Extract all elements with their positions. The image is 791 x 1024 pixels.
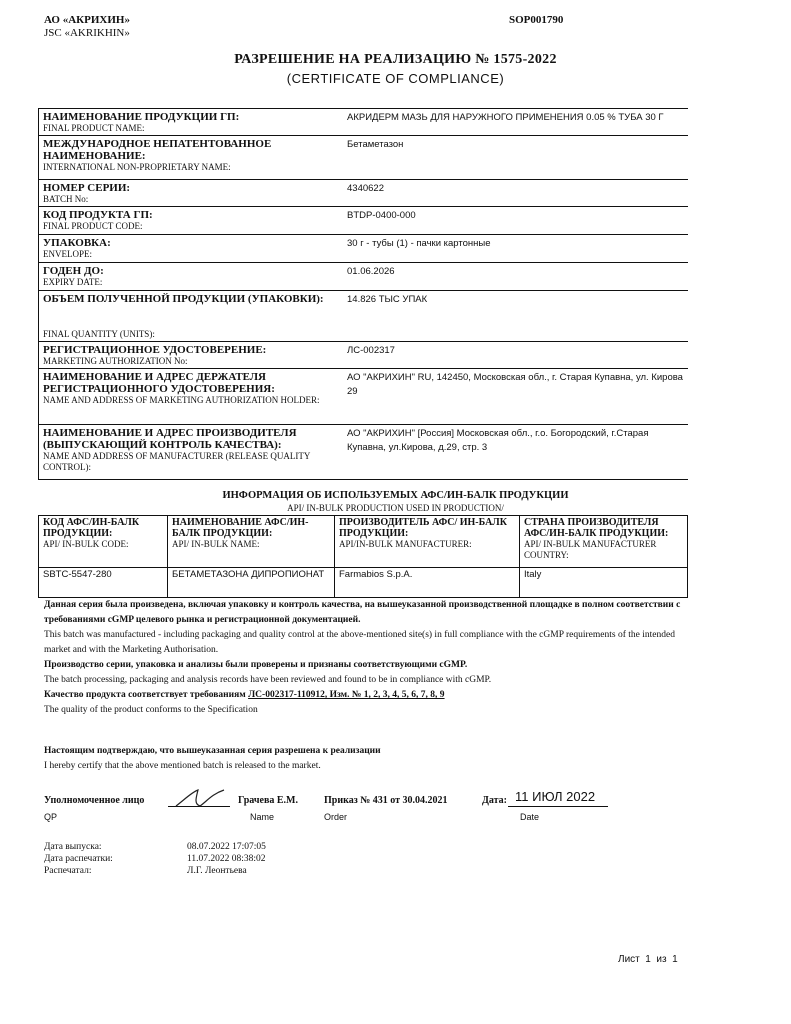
field-row-product-name	[38, 109, 688, 136]
field-label-ru: НОМЕР СЕРИИ:	[43, 182, 131, 194]
field-row-envelope	[38, 235, 688, 263]
api-manufacturer: Farmabios S.p.A.	[335, 568, 520, 598]
field-row-expiry	[38, 263, 688, 291]
api-col-header-ru: СТРАНА ПРОИЗВОДИТЕЛЯ АФС/ИН-БАЛК ПРОДУКЦИИ:	[524, 517, 669, 539]
qp-name: Грачева Е.М.	[238, 795, 298, 806]
field-label-ru: УПАКОВКА:	[43, 237, 111, 249]
statement-en: The batch processing, packaging and analysis records have been reviewed and found to be in compliance with cGMP.	[44, 675, 492, 685]
meta-label: Дата распечатки:	[44, 854, 113, 864]
api-col-header-en: API/ IN-BULK MANUFACTURER COUNTRY:	[524, 539, 657, 560]
name-label-en: Name	[250, 812, 275, 822]
api-section-subtitle: API/ IN-BULK PRODUCTION USED IN PRODUCTION/	[287, 503, 504, 513]
field-label-ru: НАИМЕНОВАНИЕ И АДРЕС ДЕРЖАТЕЛЯ РЕГИСТРАЦИОННОГО УДОСТОВЕРЕНИЯ:	[43, 371, 275, 395]
api-col-header-en: API/ IN-BULK CODE:	[43, 539, 129, 549]
field-row-marketing-authorization	[38, 342, 688, 369]
field-value: АКРИДЕРМ МАЗЬ ДЛЯ НАРУЖНОГО ПРИМЕНЕНИЯ 0.05 % ТУБА 30 Г	[347, 112, 664, 123]
field-value: 01.06.2026	[347, 266, 395, 277]
statement-en: The quality of the product conforms to the Specification	[44, 705, 258, 715]
field-value: АО "АКРИХИН" [Россия] Московская обл., г.о. Богородский, г.Старая Купавна, ул.Кирова, д.29, стр. 3	[347, 428, 649, 453]
field-value: 30 г - тубы (1) - пачки картонные	[347, 238, 491, 249]
release-en: I hereby certify that the above mentioned batch is released to the market.	[44, 761, 321, 771]
meta-label: Дата выпуска:	[44, 842, 102, 852]
date-label: Дата:	[482, 795, 507, 806]
field-label-en: ENVELOPE:	[43, 249, 92, 259]
company-header	[44, 14, 130, 40]
api-table-row	[39, 568, 688, 598]
meta-value: 08.07.2022 17:07:05	[187, 842, 266, 852]
field-label-en: FINAL PRODUCT NAME:	[43, 123, 145, 133]
api-col-header-en: API/IN-BULK MANUFACTURER:	[339, 539, 472, 549]
field-row-quantity	[38, 291, 688, 342]
field-row-batch	[38, 180, 688, 207]
compliance-statements	[44, 598, 694, 718]
company-name-ru: АО «АКРИХИН»	[44, 14, 130, 26]
order-label-en: Order	[324, 812, 348, 822]
date-line	[508, 806, 608, 807]
api-country: Italy	[520, 568, 688, 598]
statement-ru: Производство серии, упаковка и анализы были проверены и признаны соответствующими cGMP.	[44, 660, 468, 670]
api-section-title: ИНФОРМАЦИЯ ОБ ИСПОЛЬЗУЕМЫХ АФС/ИН-БАЛК ПРОДУКЦИИ	[222, 490, 569, 501]
api-table	[38, 515, 688, 598]
spec-prefix: Качество продукта соответствует требованиям	[44, 690, 249, 700]
statement-en: This batch was manufactured - including packaging and quality control at the above-mentioned site(s) in full compliance with the cGMP requirements of the intended market and with the Marketing Authorisation.	[44, 630, 675, 655]
document-subtitle: (CERTIFICATE OF COMPLIANCE)	[286, 71, 505, 86]
field-label-ru: РЕГИСТРАЦИОННОЕ УДОСТОВЕРЕНИЕ:	[43, 344, 267, 356]
field-label-en: BATCH No:	[43, 194, 89, 204]
meta-label: Распечатал:	[44, 866, 92, 876]
field-value: АО "АКРИХИН" RU, 142450, Московская обл., г. Старая Купавна, ул. Кирова 29	[347, 372, 683, 397]
field-label-ru: ГОДЕН ДО:	[43, 265, 104, 277]
field-label-ru: НАИМЕНОВАНИЕ ПРОДУКЦИИ ГП:	[43, 111, 240, 123]
field-value: Бетаметазон	[347, 139, 404, 150]
field-label-en: MARKETING AUTHORIZATION No:	[43, 356, 188, 366]
field-row-holder	[38, 369, 688, 425]
signature-image	[172, 786, 228, 812]
qp-label: Уполномоченное лицо	[44, 795, 145, 806]
date-stamp: 11 ИЮЛ 2022	[515, 789, 596, 804]
api-col-header-ru: ПРОИЗВОДИТЕЛЬ АФС/ ИН-БАЛК ПРОДУКЦИИ:	[339, 517, 508, 539]
field-label-en: NAME AND ADDRESS OF MANUFACTURER (RELEASE QUALITY CONTROL):	[43, 451, 311, 472]
api-col-header-en: API/ IN-BULK NAME:	[172, 539, 260, 549]
field-row-inn	[38, 136, 688, 180]
field-label-ru: НАИМЕНОВАНИЕ И АДРЕС ПРОИЗВОДИТЕЛЯ (ВЫПУСКАЮЩИЙ КОНТРОЛЬ КАЧЕСТВА):	[43, 427, 297, 451]
release-statement	[44, 744, 694, 774]
statement-ru: Данная серия была произведена, включая упаковку и контроль качества, на вышеуказанной производственной площадке в полном соответствии с требованиями cGMP целевого рынка и регистрационной документацией.	[44, 600, 681, 625]
field-label-ru: МЕЖДУНАРОДНОЕ НЕПАТЕНТОВАННОЕ НАИМЕНОВАНИЕ:	[43, 138, 272, 162]
field-label-en: FINAL PRODUCT CODE:	[43, 221, 143, 231]
meta-row	[44, 841, 266, 853]
qp-label-en: QP	[44, 812, 58, 822]
release-ru: Настоящим подтверждаю, что вышеуказанная серия разрешена к реализации	[44, 746, 381, 756]
api-col-header-ru: КОД АФС/ИН-БАЛК ПРОДУКЦИИ:	[43, 517, 140, 539]
document-title: РАЗРЕШЕНИЕ НА РЕАЛИЗАЦИЮ № 1575-2022	[234, 52, 557, 67]
api-table-header	[39, 516, 688, 568]
print-meta	[44, 841, 266, 877]
spec-reference: ЛС-002317-110912, Изм. № 1, 2, 3, 4, 5, 6, 7, 8, 9	[248, 690, 445, 700]
field-label-ru: КОД ПРОДУКТА ГП:	[43, 209, 153, 221]
page-number: Лист 1 из 1	[618, 954, 678, 965]
field-label-en: FINAL QUANTITY (UNITS):	[43, 329, 155, 339]
order-ref: Приказ № 431 от 30.04.2021	[324, 795, 448, 806]
meta-row	[44, 865, 266, 877]
statement-ru	[44, 688, 694, 703]
meta-row	[44, 853, 266, 865]
meta-value: Л.Г. Леонтьева	[187, 866, 247, 876]
api-col-header-ru: НАИМЕНОВАНИЕ АФС/ИН-БАЛК ПРОДУКЦИИ:	[172, 517, 309, 539]
field-label-en: NAME AND ADDRESS OF MARKETING AUTHORIZATION HOLDER:	[43, 395, 320, 405]
api-code: SBTC-5547-280	[39, 568, 168, 598]
field-row-manufacturer	[38, 425, 688, 480]
field-value: 4340622	[347, 183, 384, 194]
field-label-ru: ОБЪЕМ ПОЛУЧЕННОЙ ПРОДУКЦИИ (УПАКОВКИ):	[43, 293, 324, 305]
document-code: SOP001790	[509, 14, 564, 26]
field-value: BTDP-0400-000	[347, 210, 416, 221]
company-name-en: JSC «AKRIKHIN»	[44, 27, 130, 39]
field-value: 14.826 ТЫС УПАК	[347, 294, 428, 305]
api-name: БЕТАМЕТАЗОНА ДИПРОПИОНАТ	[168, 568, 335, 598]
field-row-product-code	[38, 207, 688, 235]
product-info-table	[38, 108, 688, 480]
date-label-en: Date	[520, 812, 540, 822]
field-value: ЛС-002317	[347, 345, 395, 356]
meta-value: 11.07.2022 08:38:02	[187, 854, 266, 864]
field-label-en: INTERNATIONAL NON-PROPRIETARY NAME:	[43, 162, 231, 172]
field-label-en: EXPIRY DATE:	[43, 277, 103, 287]
